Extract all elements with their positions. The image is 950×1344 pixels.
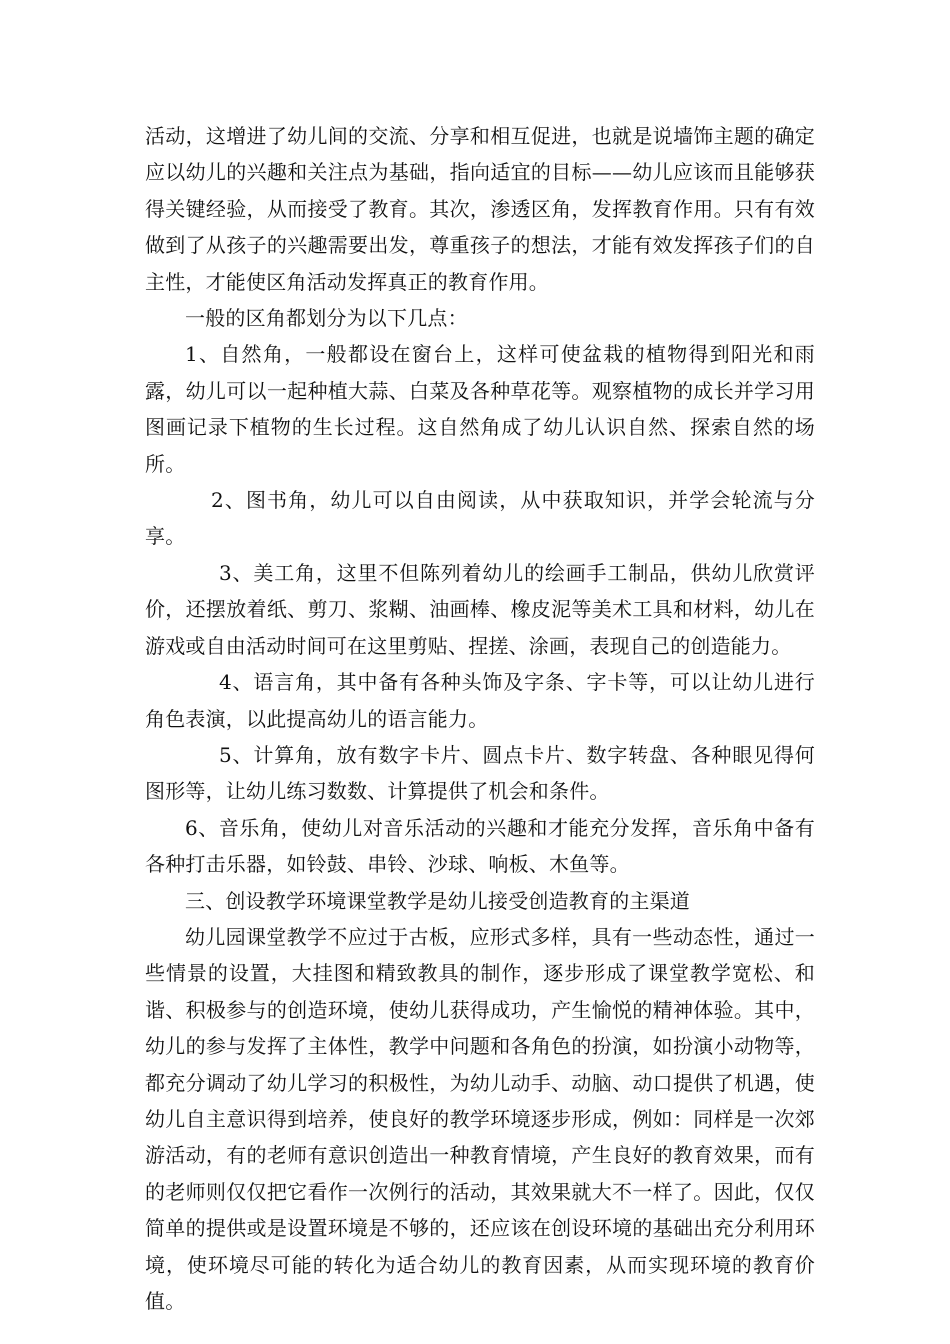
paragraph-corner-intro: 一般的区角都划分为以下几点： [185,306,468,331]
paragraph-nature-corner: 1、自然角，一般都设在窗台上，这样可使盆栽的植物得到阳光和雨露，幼儿可以一起种植大蒜、白菜及各种草花等。观察植物的成长并学习用图画记录下植物的生长过程。这自然角成了幼儿认识自然、探索自然的场所。 [145,342,815,476]
paragraph-continuation: 活动，这增进了幼儿间的交流、分享和相互促进，也就是说墙饰主题的确定应以幼儿的兴趣和关注点为基础，指向适宜的目标——幼儿应该而且能够获得关键经验，从而接受了教育。其次，渗透区角，发挥教育作用。只有有效做到了从孩子的兴趣需要出发，尊重孩子的想法，才能有效发挥孩子们的自主性，才能使区角活动发挥真正的教育作用。 [145,124,815,294]
paragraph-art-corner: 3、美工角，这里不但陈列着幼儿的绘画手工制品，供幼儿欣赏评价，还摆放着纸、剪刀、浆糊、油画棒、橡皮泥等美术工具和材料，幼儿在游戏或自由活动时间可在这里剪贴、捏搓、涂画，表现自己的创造能力。 [145,560,815,658]
paragraph-book-corner: 2、图书角，幼儿可以自由阅读，从中获取知识，并学会轮流与分享。 [145,488,815,549]
paragraph-classroom-teaching: 幼儿园课堂教学不应过于古板，应形式多样，具有一些动态性，通过一些情景的设置，大挂图和精致教具的制作，逐步形成了课堂教学宽松、和谐、积极参与的创造环境，使幼儿获得成功，产生愉悦的精神体验。其中，幼儿的参与发挥了主体性，教学中问题和各角色的扮演，如扮演小动物等，都充分调动了幼儿学习的积极性，为幼儿动手、动脑、动口提供了机遇，使幼儿自主意识得到培养，使良好的教学环境逐步形成，例如：同样是一次郊游活动，有的老师有意识创造出一种教育情境，产生良好的教育效果，而有的老师则仅仅把它看作一次例行的活动，其效果就大不一样了。因此，仅仅简单的提供或是设置环境是不够的，还应该在创设环境的基础出充分利用环境，使环境尽可能的转化为适合幼儿的教育因素，从而实现环境的教育价值。 [145,924,815,1313]
paragraph-music-corner: 6、音乐角，使幼儿对音乐活动的兴趣和才能充分发挥，音乐角中备有各种打击乐器，如铃鼓、串铃、沙球、响板、木鱼等。 [145,815,815,877]
paragraph-language-corner: 4、语言角，其中备有各种头饰及字条、字卡等，可以让幼儿进行角色表演，以此提高幼儿的语言能力。 [145,670,815,731]
body-text [145,118,815,1319]
paragraph-math-corner: 5、计算角，放有数字卡片、圆点卡片、数字转盘、各种眼见得何图形等，让幼儿练习数数、计算提供了机会和条件。 [145,742,815,804]
section-heading: 三、创设教学环境课堂教学是幼儿接受创造教育的主渠道 [185,888,690,913]
